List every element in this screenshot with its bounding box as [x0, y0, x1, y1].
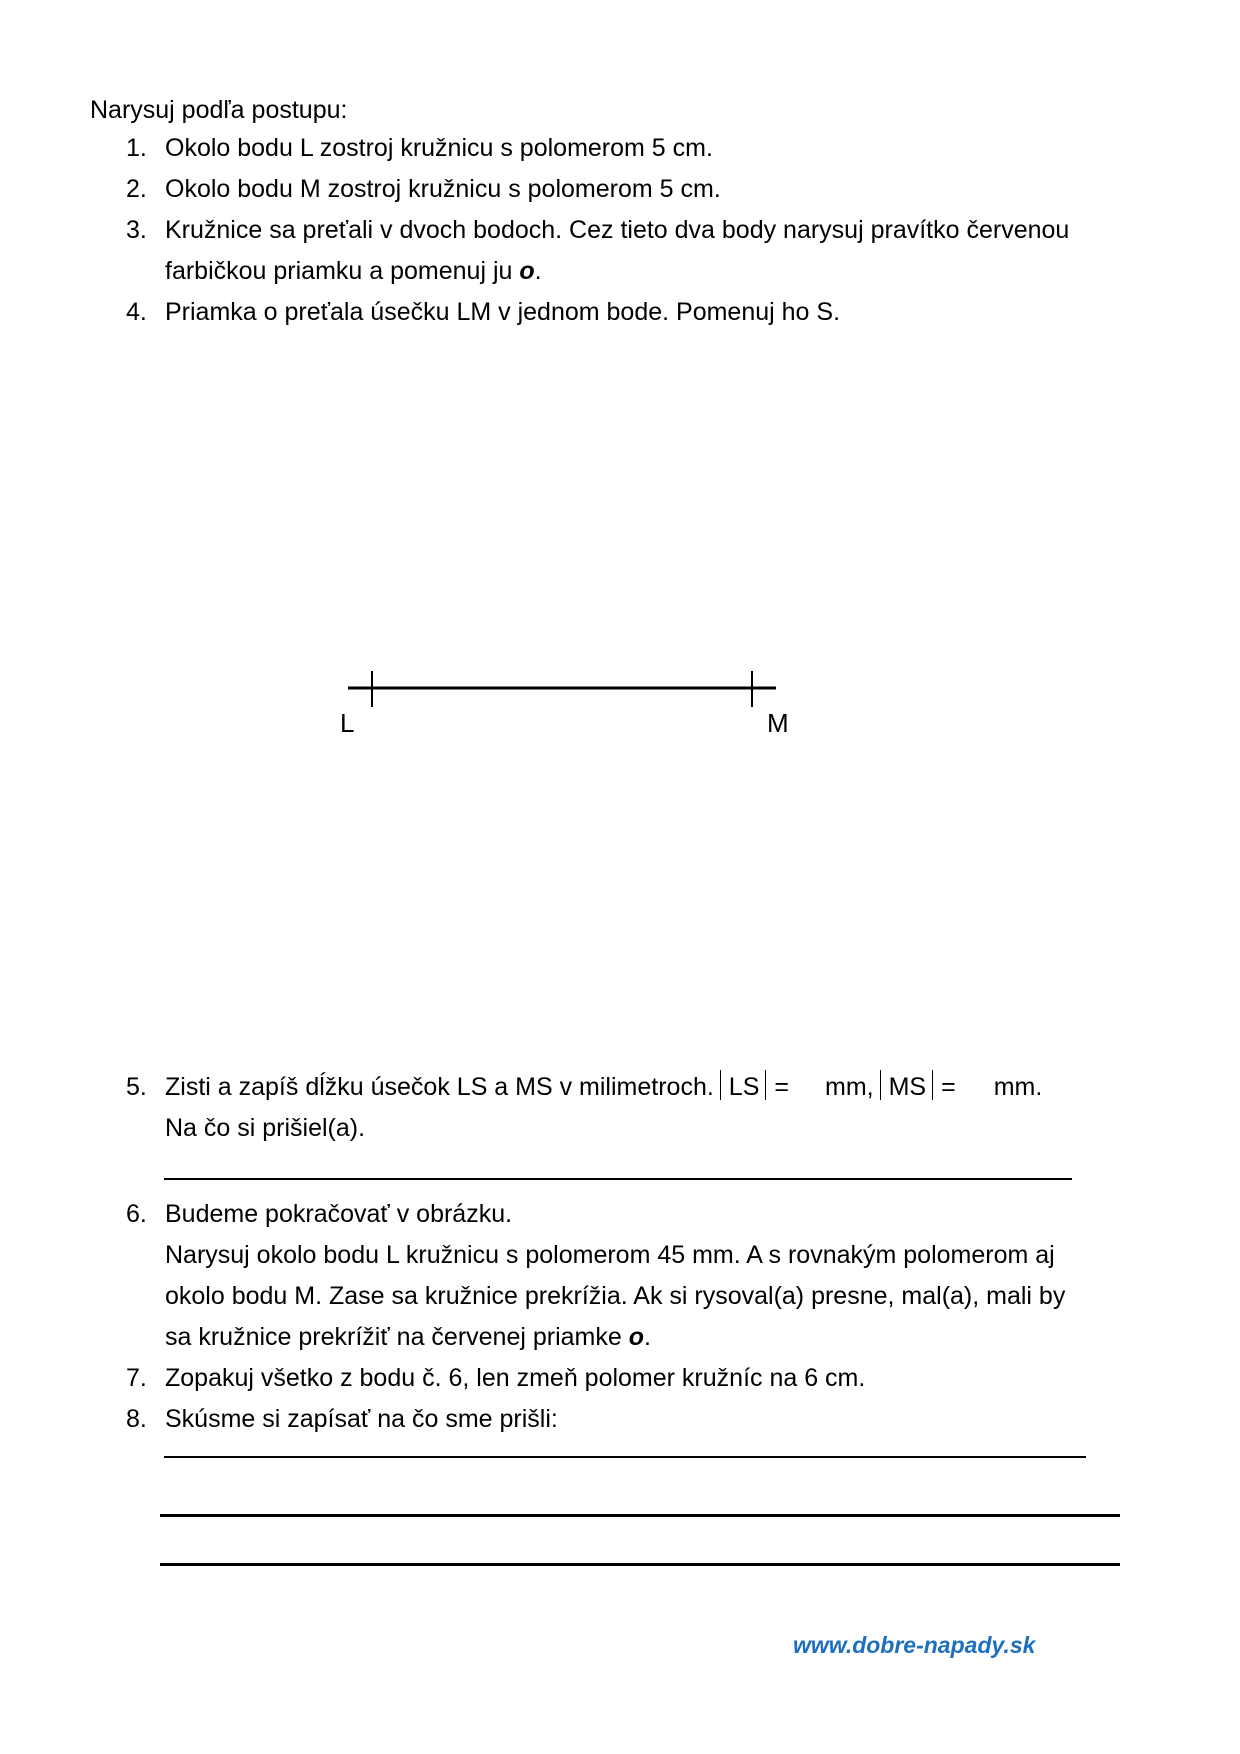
step-text: Zopakuj všetko z bodu č. 6, len zmeň polomer kružníc na 6 cm.: [165, 1364, 866, 1392]
answer-line[interactable]: [160, 1514, 1120, 1517]
step-text-line-1: Kružnice sa preťali v dvoch bodoch. Cez tieto dva body narysuj pravítko červenou: [165, 216, 1070, 244]
abs-bar: [932, 1070, 933, 1100]
step-text: Okolo bodu M zostroj kružnicu s polomerom 5 cm.: [165, 175, 721, 203]
segment-ms: MS: [888, 1073, 927, 1101]
step-text: Okolo bodu L zostroj kružnicu s polomerom 5 cm.: [165, 134, 713, 162]
step-number: 5.: [126, 1073, 147, 1101]
step-text: sa kružnice prekrížiť na červenej priamke: [165, 1323, 629, 1351]
abs-bar: [720, 1070, 721, 1100]
label-m: M: [767, 708, 789, 738]
step-number: 6.: [126, 1200, 147, 1228]
step-text-line-2: Na čo si prišiel(a).: [165, 1114, 366, 1142]
label-l: L: [340, 708, 355, 738]
step-number: 3.: [126, 216, 147, 244]
step-8: [126, 1399, 1146, 1440]
answer-line[interactable]: [164, 1178, 1072, 1180]
step-number: 8.: [126, 1405, 147, 1433]
segment-ls: LS: [728, 1073, 760, 1101]
step-7: [126, 1358, 1146, 1399]
step-text-line-1: Budeme pokračovať v obrázku.: [165, 1200, 513, 1228]
step-text: Priamka o preťala úsečku LM v jednom bode. Pomenuj ho S.: [165, 298, 841, 326]
step-6: [126, 1194, 1146, 1358]
step-text-line-2: Narysuj okolo bodu L kružnicu s polomerom 45 mm. A s rovnakým polomerom aj: [165, 1241, 1055, 1269]
step-text: Skúsme si zapísať na čo sme prišli:: [165, 1405, 558, 1433]
step-text-line-4: [165, 1317, 1146, 1358]
step-text: farbičkou priamku a pomenuj ju: [165, 257, 520, 285]
answer-line[interactable]: [160, 1563, 1120, 1566]
step-text-line-1: [165, 1067, 1146, 1108]
step-number: 7.: [126, 1364, 147, 1392]
answer-line[interactable]: [164, 1456, 1086, 1458]
unit-mm: mm.: [993, 1073, 1043, 1101]
equals-sign: =: [774, 1073, 789, 1101]
equals-sign: =: [941, 1073, 956, 1101]
website-footer: www.dobre-napady.sk: [793, 1632, 1036, 1658]
unit-mm: mm,: [825, 1073, 874, 1101]
punctuation: .: [644, 1323, 651, 1351]
line-name-o: o: [519, 257, 535, 285]
abs-bar: [880, 1070, 881, 1100]
step-number: 2.: [126, 175, 147, 203]
step-text: Zisti a zapíš dĺžku úsečok LS a MS v milimetroch.: [165, 1073, 714, 1101]
abs-bar: [765, 1070, 766, 1100]
step-text-line-3: okolo bodu M. Zase sa kružnice prekrížia. Ak si rysoval(a) presne, mal(a), mali by: [165, 1282, 1066, 1310]
instructions-heading: Narysuj podľa postupu:: [90, 96, 348, 124]
line-name-o: o: [628, 1323, 645, 1351]
punctuation: .: [534, 257, 542, 285]
step-number: 1.: [126, 134, 147, 162]
step-5: [126, 1067, 1146, 1149]
step-number: 4.: [126, 298, 147, 326]
